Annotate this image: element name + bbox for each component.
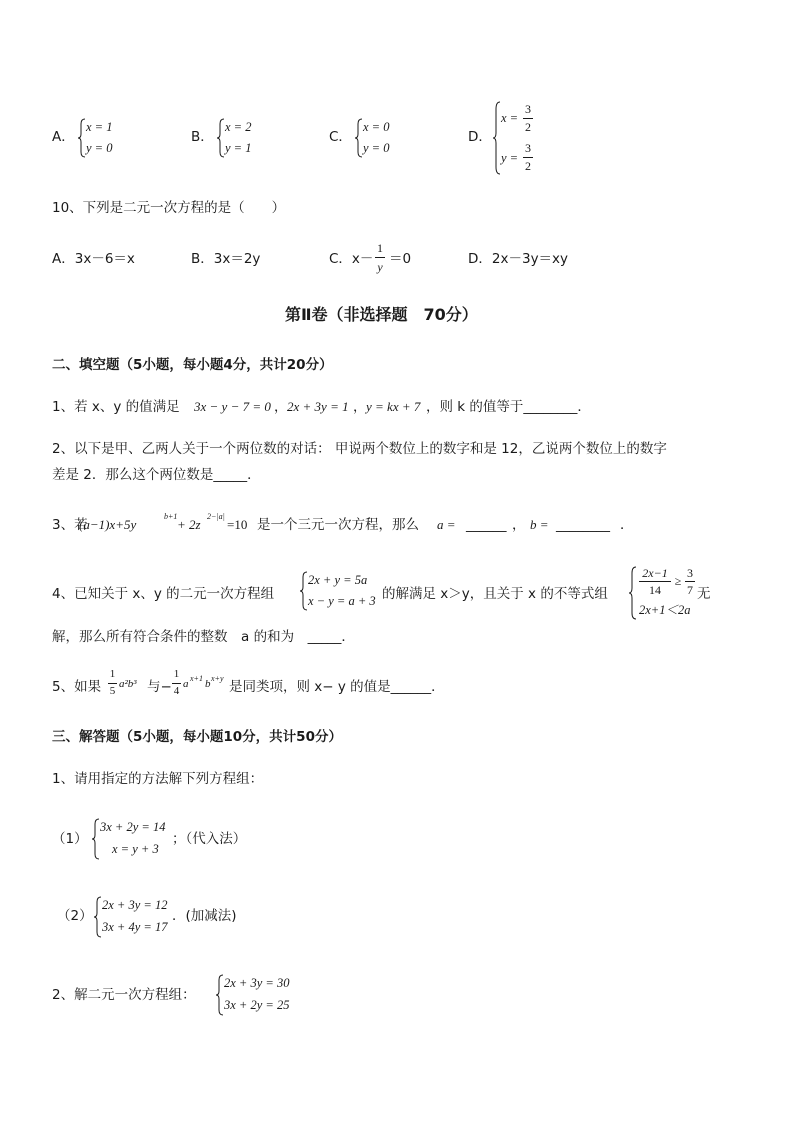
q10-option-b: B．3x＝2y bbox=[191, 251, 261, 267]
sec2-q5-post: 是同类项，则 x− y 的值是______． bbox=[229, 679, 445, 695]
sec2-q1-pre: 1、若 x、y 的值满足 bbox=[52, 399, 180, 415]
sec2-q3-sup1: b+1 bbox=[164, 512, 178, 521]
sec3-q2-stem: 2、解二元一次方程组： bbox=[52, 987, 196, 1003]
q9-option-b-system bbox=[217, 118, 277, 158]
q10-stem: 10、下列是二元一次方程的是（ ） bbox=[52, 200, 286, 216]
sec2-q5-frac2-den: 4 bbox=[173, 685, 180, 697]
sec2-q2-line1: 2、以下是甲、乙两人关于一个两位数的对话： 甲说两个数位上的数字和是 12，乙说两个数位上的数字 bbox=[52, 441, 667, 457]
sec2-q2-line2: 差是 2．那么这个两位数是_____． bbox=[52, 467, 261, 483]
q9-option-a-line2: y = 0 bbox=[86, 141, 113, 155]
sec3-q1-part1-system bbox=[92, 818, 182, 860]
left-brace-icon bbox=[217, 118, 225, 158]
sec2-q3-comma: ， bbox=[512, 517, 526, 533]
sec2-q5-term2-sup: x+1 bbox=[190, 674, 203, 683]
left-brace-icon bbox=[355, 118, 363, 158]
sec2-q4-sys-line2: x − y = a + 3 bbox=[308, 594, 376, 608]
sec2-q4-ineq1-num: 2x−1 bbox=[642, 566, 668, 580]
q9-option-c-line1: x = 0 bbox=[363, 120, 390, 134]
sec2-q3-eq: =10 bbox=[227, 517, 248, 532]
sec2-q1-post: ，则 k 的值等于________． bbox=[426, 399, 591, 415]
sec2-q4-sys-line1: 2x + y = 5a bbox=[308, 573, 368, 587]
left-brace-icon bbox=[493, 101, 501, 175]
sec2-q5-term3-sup: x+y bbox=[211, 674, 224, 683]
sec2-q3-blank-b[interactable]: ________ bbox=[556, 517, 610, 533]
q9-option-d-line1-lhs: x = bbox=[501, 111, 519, 125]
sec2-q1-sep1: ， bbox=[274, 399, 288, 415]
q9-option-c-system bbox=[355, 118, 415, 158]
sec2-q3-end: ． bbox=[620, 517, 634, 533]
section2-heading: 二、填空题（5小题，每小题4分，共计20分） bbox=[52, 357, 333, 373]
fraction-bar bbox=[685, 581, 695, 582]
sec3-q1-part2-label: （2） bbox=[57, 908, 93, 924]
sec2-q3-b-label: b = bbox=[530, 517, 549, 532]
sec2-q4-tail: 无 bbox=[697, 586, 711, 602]
sec3-q2-line2: 3x + 2y = 25 bbox=[224, 998, 290, 1012]
sec2-q1-sep2: ， bbox=[353, 399, 367, 415]
left-brace-icon bbox=[92, 818, 100, 860]
q9-option-d-line2-num: 3 bbox=[525, 141, 531, 155]
sec2-q3-pre: 3、若 bbox=[52, 517, 88, 533]
q9-option-d-line1-den: 2 bbox=[525, 120, 531, 134]
sec2-q4-line2: 解，那么所有符合条件的整数 a 的和为 _____． bbox=[52, 629, 355, 645]
fraction-bar bbox=[523, 157, 533, 158]
left-brace-icon bbox=[300, 571, 308, 611]
sec3-q1-part2-line2: 3x + 4y = 17 bbox=[102, 920, 168, 934]
sec2-q5-pre: 5、如果 bbox=[52, 679, 102, 695]
q9-option-b-letter: B． bbox=[191, 129, 214, 145]
q9-option-d-line2-lhs: y = bbox=[501, 151, 519, 165]
sec2-q4-ineq1-den: 14 bbox=[649, 583, 661, 597]
sec2-q3-mid: + 2z bbox=[177, 517, 201, 532]
q9-option-b-line2: y = 1 bbox=[225, 141, 252, 155]
sec3-q1-stem: 1、请用指定的方法解下列方程组： bbox=[52, 771, 264, 787]
sec3-q1-part1-label: （1） bbox=[52, 831, 88, 847]
q10-option-c-pre: C．x－ bbox=[329, 251, 374, 267]
q10-option-a: A．3x－6＝x bbox=[52, 251, 135, 267]
sec2-q5-frac1-num: 1 bbox=[109, 668, 116, 680]
sec2-q5-frac1-den: 5 bbox=[109, 685, 116, 697]
q10-option-c-post: ＝0 bbox=[389, 251, 412, 267]
fraction-bar bbox=[523, 118, 533, 119]
q10-option-d: D．2x－3y＝xy bbox=[468, 251, 569, 267]
sec2-q3-sup2: 2−|a| bbox=[207, 512, 225, 521]
q10-option-c-den: y bbox=[377, 260, 383, 274]
sec2-q3-a-label: a = bbox=[437, 517, 456, 532]
sec3-q1-part1-line2: x = y + 3 bbox=[112, 842, 159, 856]
sec3-q1-part2-system bbox=[94, 896, 184, 938]
q9-option-d-system bbox=[493, 101, 553, 175]
sec2-q5-mid: 与− bbox=[147, 679, 172, 695]
sec2-q5-term1: a²b³ bbox=[119, 678, 137, 690]
sec2-q3-expr: (a−1)x+5y bbox=[79, 517, 137, 532]
sec3-q1-part2-line1: 2x + 3y = 12 bbox=[102, 898, 168, 912]
left-brace-icon bbox=[216, 974, 224, 1016]
q9-option-b-line1: x = 2 bbox=[225, 120, 252, 134]
q9-option-c-letter: C． bbox=[329, 129, 352, 145]
q9-option-a-system bbox=[78, 118, 138, 158]
left-brace-icon bbox=[94, 896, 102, 938]
sec2-q1-eq3: y = kx + 7 bbox=[366, 399, 421, 414]
sec2-q1-eq2: 2x + 3y = 1 bbox=[287, 399, 349, 414]
sec2-q4-system bbox=[300, 571, 380, 611]
sec2-q4-ineq1-rnum: 3 bbox=[687, 566, 693, 580]
q9-option-a-letter: A． bbox=[52, 129, 75, 145]
left-brace-icon bbox=[78, 118, 86, 158]
q9-option-d-line2-den: 2 bbox=[525, 159, 531, 173]
sec3-q2-line1: 2x + 3y = 30 bbox=[224, 976, 290, 990]
q9-option-a-line1: x = 1 bbox=[86, 120, 113, 134]
sec2-q5-term3-base: b bbox=[205, 678, 211, 690]
fraction-bar bbox=[108, 683, 117, 684]
section3-heading: 三、解答题（5小题，每小题10分，共计50分） bbox=[52, 729, 342, 745]
sec2-q5-frac2-num: 1 bbox=[173, 668, 180, 680]
sec2-q1-eq1: 3x − y − 7 = 0 bbox=[194, 399, 271, 414]
sec2-q4-ineq2: 2x+1＜2a bbox=[639, 603, 691, 617]
sec2-q3-blank-a[interactable]: ______ bbox=[466, 517, 507, 533]
q9-option-d-letter: D． bbox=[468, 129, 492, 145]
sec3-q2-system bbox=[216, 974, 306, 1016]
sec2-q4-ineq1-rden: 7 bbox=[687, 583, 693, 597]
fraction-bar bbox=[639, 581, 671, 582]
part2-title: 第Ⅱ卷（非选择题 70分） bbox=[285, 305, 478, 324]
sec3-q1-part1-method: ；（代入法） bbox=[172, 831, 247, 847]
fraction-bar bbox=[375, 257, 385, 258]
sec2-q5-term2-base: a bbox=[183, 678, 189, 690]
q10-option-c-num: 1 bbox=[377, 241, 383, 255]
sec2-q4-mid: 的解满足 x＞y，且关于 x 的不等式组 bbox=[382, 586, 608, 602]
left-brace-icon bbox=[629, 566, 637, 620]
sec3-q1-part2-method: ．(加减法) bbox=[172, 908, 237, 924]
q9-option-d-line1-num: 3 bbox=[525, 102, 531, 116]
sec2-q4-ineq1-rel: ≥ bbox=[674, 574, 682, 588]
q9-option-c-line2: y = 0 bbox=[363, 141, 390, 155]
sec2-q4-pre: 4、已知关于 x、y 的二元一次方程组 bbox=[52, 586, 275, 602]
sec2-q3-post: 是一个三元一次方程，那么 bbox=[257, 517, 419, 533]
fraction-bar bbox=[172, 683, 181, 684]
sec3-q1-part1-line1: 3x + 2y = 14 bbox=[100, 820, 166, 834]
